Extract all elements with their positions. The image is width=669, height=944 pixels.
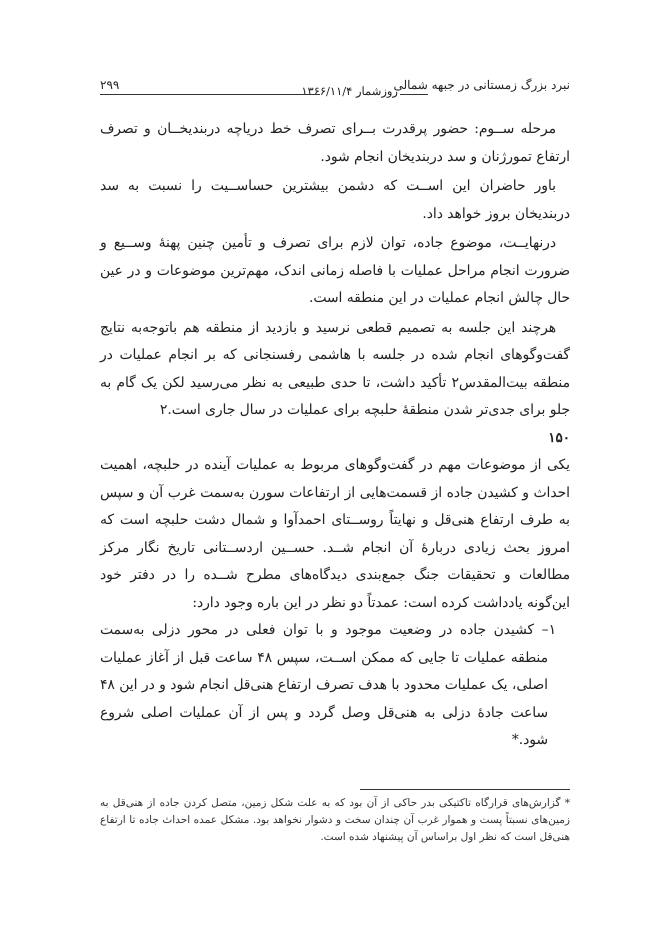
paragraph: هرچند اين جلسه به تصميم قطعی نرسيد و بازديد از منطقه هم باتوجه‌به نتايج گفت‌وگوهای انجام شده در جلسه با هاشمی رفسنجانی كه بر انجام عمليات در منطقه بيت‌المقدس۲ تأكيد داشت، تا حدی طبيعی به نظر می‌رسيد لكن يک گام به جلو برای جدی‌تر شدن منطقۀ حلبچه برای عمليات در سال جاری است.۲ [100, 319, 570, 418]
list-marker: ۱– [541, 622, 556, 638]
section-number: ۱۵۰ [548, 429, 570, 446]
main-text [100, 116, 570, 755]
page-number: ۲۹۹ [100, 78, 120, 92]
list-item-text: كشيدن جاده در وضعيت موجود و با توان فعلی در محور دزلی به‌سمت منطقه عمليات تا جايی كه ممكن اســت، سپس ۴۸ ساعت قبل از آغاز عمليات اصلی، يک عمليات محدود با هدف تصرف ارتفاع هنی‌قل انجام شود و در اين ۴۸ ساعت جادۀ دزلی به هنی‌قل وصل گردد و پس از آن عمليات اصلی شروع شود.* [100, 622, 548, 748]
diary-date: روزشمار ۱۳۶۶/۱۱/۴ [301, 84, 398, 98]
paragraph: مرحله ســوم: حضور پرقدرت بــرای تصرف خط درياچه دربنديخــان و تصرف ارتفاع تمورژنان و سد دربنديخان انجام شود. [100, 121, 570, 165]
section-paragraph: يكی از موضوعات مهم در گفت‌وگوهای مربوط به عمليات آينده در حلبچه، اهميت احداث و كشيدن جاده از قسمت‌هايی از ارتفاعات سورن به‌سمت غرب آن و سپس به طرف ارتفاع هنی‌قل و نهايتاً روســتای احمدآوا و شمال دشت حلبچه است كه امروز بحث زيادی دربارۀ آن انجام شــد. حســين اردســتانی تاريخ نگار مركز مطالعات و تحقيقات جنگ جمع‌بندی ديدگاه‌های مطرح شــده را در دفتر خود اين‌گونه يادداشت كرده است: عمدتاً دو نظر در اين باره وجود دارد: [100, 457, 570, 611]
footnote-rule [360, 789, 570, 790]
book-title: نبرد بزرگ زمستانی در جبهه شمالی [393, 78, 570, 92]
list-item [100, 617, 570, 755]
running-header [100, 78, 570, 100]
footnote: * گزارش‌های قرارگاه تاكتيكی بدر حاكی از آن بود كه به علت شكل زمين، متصل كردن جاده از هنی‌قل به زمين‌های نسبتاً پست و هموار غرب آن چندان سخت و دشوار نخواهد بود. مشكل عمده احداث جاده تا ارتفاع هنی‌قل است كه نظر اول براساس آن پيشنهاد شده است. [100, 797, 570, 843]
header-rule [100, 94, 320, 95]
paragraph: درنهايــت، موضوع جاده، توان لازم برای تصرف و تأمين چنين پهنۀ وســيع و ضرورت انجام مراحل عمليات با فاصله زمانی اندک، مهم‌ترين موضوعات و در عين حال چالش انجام عمليات در اين منطقه است. [100, 235, 570, 306]
header-rule [400, 94, 428, 95]
paragraph: باور حاضران اين اســت كه دشمن بيشترين حساســيت را نسبت به سد دربنديخان بروز خواهد داد. [100, 178, 570, 222]
